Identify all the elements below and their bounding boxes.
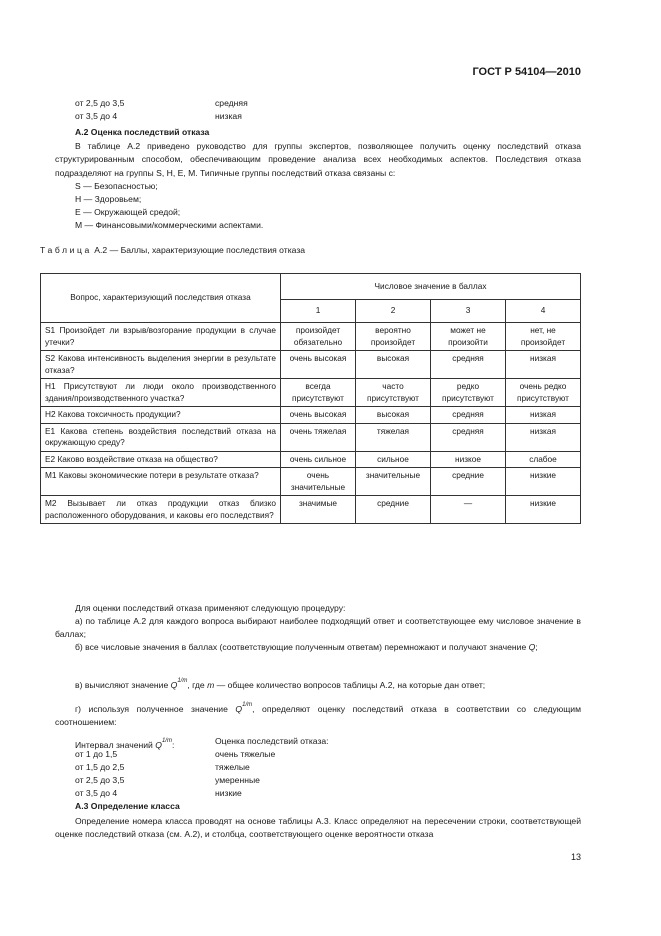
procedure-step-d: г) используя полученное значение $Q^{1/m}$, определяют оценку последствий отказа в соответствии со следующим соотношением: [55,702,581,728]
table-cell-value: средняя [431,351,506,379]
group-item: E — Окружающей средой; [75,207,181,217]
procedure-step-c: в) вычисляют значение $Q^{1/m}$, где m — общее количество вопросов таблицы А.2, на которые дан ответ; [75,678,486,690]
section-a3-paragraph: Определение номера класса проводят на основе таблицы А.3. Класс определяют на пересечении строки, соответствующей оценке последствий отказа (см. А.2), и столбца, соответствующего оценке вероятности отказа [55,816,581,840]
table-cell-value: средняя [431,407,506,424]
table-row [41,407,581,424]
table-cell-question: E2 Каково воздействие отказа на общество? [41,451,281,468]
table-cell-value: нет, не произойдет [506,323,581,351]
table-cell-value: низкая [506,351,581,379]
document-header: ГОСТ Р 54104—2010 [472,66,581,78]
table-cell-value: низкие [506,468,581,496]
table-cell-value: средние [356,496,431,524]
table-row [41,468,581,496]
table-cell-value: значительные [356,468,431,496]
table-cell-value: — [431,496,506,524]
document-page: ГОСТ Р 54104—2010 от 2,5 до 3,5 средняя от 3,5 до 4 низкая А.2 Оценка последствий отказа В таблице А.2 приведено руководство для группы экспертов, позволяющее получить оценку последствий отказа структурированным способом, обеспечивающим проведение анализа всех необходимых аспектов. Последствия отказа подразделяют на группы S, H, E, M. Типичные группы последствий отказа связаны с: S — Безопасностью; Н — Здоровьем; E — Окружающей средой; M — Финансовыми/коммерческими аспектами. Таблица А.2 — Баллы, характеризующие последствия отказа Вопрос, характеризующий последствия отказа Числовое значение в баллах 1 2 3 4 S1 Произойдет ли взрыв/возгорание продукции в случае утечки? произойдет обязательно вероятно произойдет может не произойти нет, не произойдет S2 Какова интенсивность выделения энергии в результате отказа? очень высокая высокая средняя низкая H1 Присутствуют ли люди около производственного здания/производственного участка? всегда присутствуют часто присутствуют редко присутствуют очень редко присутствуют H2 Какова токсичность продукции? очень высокая высокая средняя низкая E1 Какова степень воздействия последствий отказа на окружающую среду? очень тяжелая тяжелая средняя низкая E2 Каково воздействие отказа на общество? очень сильное сильное низкое слабое M1 Каковы экономические потери в результате отказа? очень значительные значительные средние низкие M2 Вызывает ли отказ продукции отказ близко расположенного оборудования, и каковы его последствия? значимые средние — низкие Для оценки последствий отказа применяют следующую процедуру: а) по таблице А.2 для каждого вопроса выбирают наиболее подходящий ответ и соответствующее ему числовое значение в баллах; б) все числовые значения в баллах (соответствующие полученным ответам) перемножают и получают значение Q; в) вычисляют значение $Q^{1/m}$, где m — общее количество вопросов таблицы А.2, на которые дан ответ; г) используя полученное значение $Q^{1/m}$, определяют оценку последствий отказа в соответствии со следующим соотношением: Интервал значений $Q^{1/m}$: Оценка последствий отказа: от 1 до 1,5 очень тяжелые от 1,5 до 2,5 тяжелые от 2,5 до 3,5 умеренные от 3,5 до 4 низкие А.3 Определение класса Определение номера класса проводят на основе таблицы А.3. Класс определяют на пересечении строки, соответствующей оценке последствий отказа (см. А.2), и столбца, соответствующего оценке вероятности отказа 13 [40,66,581,862]
procedure-step-a: а) по таблице А.2 для каждого вопроса выбирают наиболее подходящий ответ и соответствующее ему числовое значение в баллах; [55,616,581,640]
table-cell-value: редко присутствуют [431,379,506,407]
table-header-score-col: 3 [431,299,506,322]
table-cell-question: H2 Какова токсичность продукции? [41,407,281,424]
table-cell-value: низкое [431,451,506,468]
procedure-intro: Для оценки последствий отказа применяют следующую процедуру: [75,603,346,613]
section-a2-title: А.2 Оценка последствий отказа [75,127,210,137]
section-a3-title: А.3 Определение класса [75,801,180,811]
table-cell-value: низкая [506,407,581,424]
table-cell-value: произойдет обязательно [281,323,356,351]
table-cell-value: очень высокая [281,407,356,424]
table-row [41,451,581,468]
table-cell-value: очень редко присутствуют [506,379,581,407]
table-cell-question: S1 Произойдет ли взрыв/возгорание продукции в случае утечки? [41,323,281,351]
table-cell-value: высокая [356,407,431,424]
table-cell-value: всегда присутствуют [281,379,356,407]
table-cell-value: низкие [506,496,581,524]
table-cell-value: значимые [281,496,356,524]
table-cell-question: E1 Какова степень воздействия последствий отказа на окружающую среду? [41,423,281,451]
table-cell-value: очень сильное [281,451,356,468]
procedure-step-b: б) все числовые значения в баллах (соответствующие полученным ответам) перемножают и получают значение Q; [75,642,538,652]
table-header-score-col: 2 [356,299,431,322]
table-cell-question: S2 Какова интенсивность выделения энергии в результате отказа? [41,351,281,379]
page-number: 13 [570,852,581,862]
table-header-score-col: 1 [281,299,356,322]
table-cell-value: слабое [506,451,581,468]
table-cell-question: H1 Присутствуют ли люди около производственного здания/производственного участка? [41,379,281,407]
consequence-score-table [40,273,581,524]
table-cell-question: M1 Каковы экономические потери в результате отказа? [41,468,281,496]
table-cell-value: очень высокая [281,351,356,379]
table-cell-value: очень тяжелая [281,423,356,451]
group-item: Н — Здоровьем; [75,194,142,204]
table-cell-value: часто присутствуют [356,379,431,407]
table-caption: Таблица А.2 — Баллы, характеризующие последствия отказа [40,245,306,255]
table-row [41,379,581,407]
section-a2-paragraph: В таблице А.2 приведено руководство для группы экспертов, позволяющее получить оценку последствий отказа структурированным способом, обеспечивающим проведение анализа всех необходимых аспектов. Последствия отказа подразделяют на группы S, H, E, M. Типичные группы последствий отказа связаны с: [55,141,581,178]
table-cell-value: может не произойти [431,323,506,351]
group-item: M — Финансовыми/коммерческими аспектами. [75,220,264,230]
table-cell-value: тяжелая [356,423,431,451]
table-row [41,351,581,379]
table-row [41,423,581,451]
table-cell-value: высокая [356,351,431,379]
table-header-question: Вопрос, характеризующий последствия отказа [41,274,281,323]
table-cell-value: средняя [431,423,506,451]
table-cell-value: вероятно произойдет [356,323,431,351]
group-item: S — Безопасностью; [75,181,158,191]
table-cell-value: средние [431,468,506,496]
table-cell-question: M2 Вызывает ли отказ продукции отказ близко расположенного оборудования, и каковы его последствия? [41,496,281,524]
table-cell-value: очень значительные [281,468,356,496]
table-header-score-col: 4 [506,299,581,322]
table-row [41,496,581,524]
table-cell-value: сильное [356,451,431,468]
table-cell-value: низкая [506,423,581,451]
table-row [41,323,581,351]
table-header-score: Числовое значение в баллах [281,274,581,300]
